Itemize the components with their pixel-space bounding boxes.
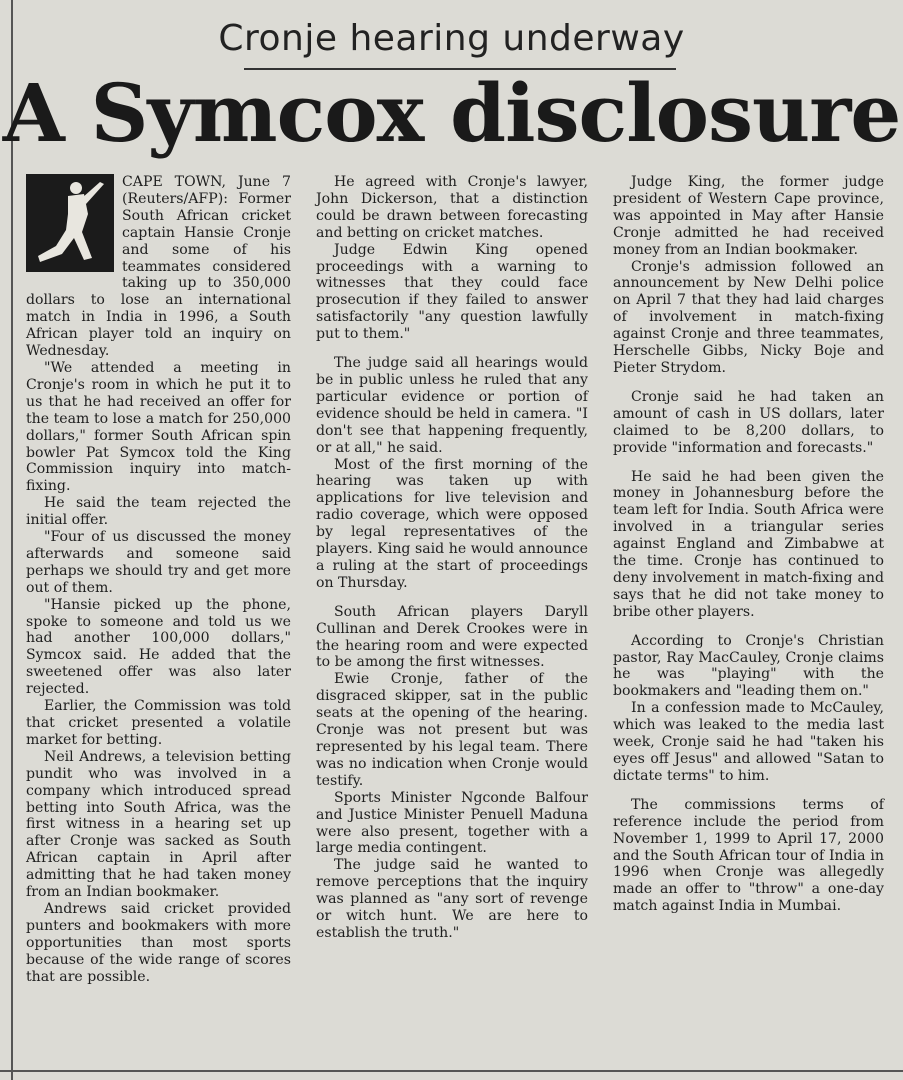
paragraph: Andrews said cricket provided punters and bookmakers with more opportunities than most sports because of the wide range of scores that are possible. <box>26 900 291 985</box>
paragraph: The commissions terms of reference include the period from November 1, 1999 to April 17, 2000 and the South African tour of India in 1996 when Cronje was allegedly made an offer to "throw" a one-day match against India in Mumbai. <box>613 796 884 915</box>
paragraph: Judge Edwin King opened proceedings with a warning to witnesses that they could face prosecution if they failed to answer satisfactorily "any question lawfully put to them." <box>316 241 588 343</box>
paragraph: According to Cronje's Christian pastor, Ray MacCauley, Cronje claims he was "playing" with the bookmakers and "leading them on." <box>613 632 884 700</box>
bottom-rule <box>0 1070 903 1072</box>
paragraph: Cronje said he had taken an amount of cash in US dollars, later claimed to be 8,200 dollars, to provide "information and forecasts." <box>613 388 884 456</box>
paragraph: Cronje's admission followed an announcement by New Delhi police on April 7 that they had laid charges of involvement in match-fixing against Cronje and three teammates, Herschelle Gibbs, Nicky Boje and Pieter Strydom. <box>613 258 884 376</box>
paragraph: He said he had been given the money in Johannesburg before the team left for India. South Africa were involved in a triangular series against England and Zimbabwe at the time. Cronje has continued to deny involvement in match-fixing and says that he did not take money to bribe other players. <box>613 468 884 620</box>
paragraph: "We attended a meeting in Cronje's room in which he put it to us that he had received an offer for the team to lose a match for 250,000 dollars," former South African spin bowler Pat Symcox told the King Commission inquiry into match-fixing. <box>26 359 291 495</box>
article-column-2 <box>316 174 588 942</box>
paragraph: CAPE TOWN, June 7 (Reuters/AFP): Former South African cricket captain Hansie Cronje and some of his teammates considered taking up to 350,000 dollars to lose an international match in India in 1996, a South African player told an inquiry on Wednesday. <box>26 174 291 360</box>
paragraph: "Four of us discussed the money afterwards and someone said perhaps we should try and get more out of them. <box>26 529 291 596</box>
cricketer-silhouette-icon <box>26 174 114 272</box>
paragraph: Judge King, the former judge president of Western Cape province, was appointed in May after Hansie Cronje admitted he had received money from an Indian bookmaker. <box>613 174 884 258</box>
paragraph: Ewie Cronje, father of the disgraced skipper, sat in the public seats at the opening of the hearing. Cronje was not present but was represented by his legal team. There was no indication when Cronje would testify. <box>316 671 588 789</box>
kicker-headline: Cronje hearing underway <box>218 18 685 59</box>
paragraph: In a confession made to McCauley, which was leaked to the media last week, Cronje said he had "taken his eyes off Jesus" and allowed "Satan to dictate terms" to him. <box>613 700 884 784</box>
paragraph: The judge said all hearings would be in public unless he ruled that any particular evidence or portion of evidence should be held in camera. "I don't see that happening frequently, or at all," he said. <box>316 355 588 456</box>
paragraph: Neil Andrews, a television betting pundit who was involved in a company which introduced spread betting into South Africa, was the first witness in a hearing set up after Cronje was sacked as South African captain in April after admitting that he had taken money from an Indian bookmaker. <box>26 748 291 901</box>
article-column-3 <box>613 174 884 915</box>
paragraph: Most of the first morning of the hearing was taken up with applications for live television and radio coverage, which were opposed by legal representatives of the players. King said he would announce a ruling at the start of proceedings on Thursday. <box>316 456 588 591</box>
column-rule-left <box>11 0 13 1080</box>
paragraph: South African players Daryll Cullinan and Derek Crookes were in the hearing room and were expected to be among the first witnesses. <box>316 603 588 671</box>
main-headline: A Symcox disclosure <box>2 66 901 160</box>
paragraph: He agreed with Cronje's lawyer, John Dickerson, that a distinction could be drawn between forecasting and betting on cricket matches. <box>316 174 588 241</box>
paragraph: The judge said he wanted to remove perceptions that the inquiry was planned as "any sort of revenge or witch hunt. We are here to establish the truth." <box>316 857 588 941</box>
article-column-1 <box>26 174 291 986</box>
paragraph: He said the team rejected the initial offer. <box>26 495 291 529</box>
paragraph: Sports Minister Ngconde Balfour and Justice Minister Penuell Maduna were also present, together with a large media contingent. <box>316 789 588 857</box>
paragraph: Earlier, the Commission was told that cricket presented a volatile market for betting. <box>26 698 291 748</box>
paragraph: "Hansie picked up the phone, spoke to someone and told us we had another 100,000 dollars," Symcox said. He added that the sweetened offer was also later rejected. <box>26 596 291 698</box>
